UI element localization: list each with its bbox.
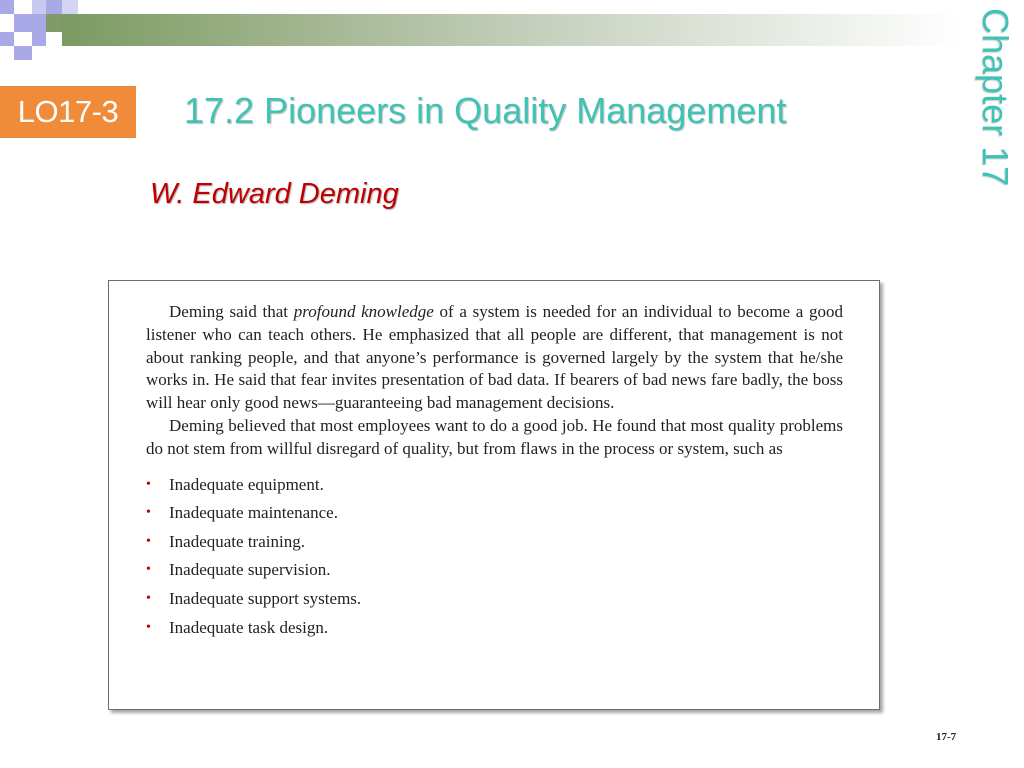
decorative-square [0, 0, 14, 14]
slide-subtitle: W. Edward Deming [150, 178, 399, 210]
paragraph-text: of a system is needed for an individual to become a good listener who can teach others. He emphasized that all people are different, that management is not about ranking people, and that anyone’s performance is governed largely by the system that he/she works in. He said that fear invites presentation of bad data. If bearers of bad news fare badly, the boss will hear only good news—guaranteeing bad management decisions. [146, 302, 844, 413]
page-number: 17-7 [936, 731, 957, 743]
inadequacy-list [146, 471, 843, 643]
decorative-square [32, 32, 46, 46]
learning-objective-badge: LO17-3 [0, 86, 136, 138]
list-item [146, 614, 843, 643]
list-item [146, 585, 843, 614]
slide-title: 17.2 Pioneers in Quality Management [184, 90, 787, 131]
list-item-text: Inadequate maintenance. [169, 503, 338, 523]
decorative-square [32, 14, 46, 32]
list-item [146, 499, 843, 528]
list-item-text: Inadequate support systems. [169, 588, 362, 608]
bullet-icon: • [146, 562, 151, 578]
emphasized-term: profound knowledge [293, 302, 434, 321]
paragraph-profound-knowledge [146, 301, 843, 415]
chapter-label: Chapter 17 [975, 8, 1016, 187]
bullet-icon: • [146, 619, 151, 635]
decorative-square [62, 0, 78, 14]
list-item [146, 556, 843, 585]
paragraph-employees: Deming believed that most employees want to do a good job. He found that most quality problems do not stem from willful disregard of quality, but from flaws in the process or system, such as [146, 415, 843, 458]
decorative-square [32, 0, 46, 14]
decorative-square [14, 32, 32, 46]
list-item-text: Inadequate equipment. [169, 474, 324, 494]
list-item-text: Inadequate supervision. [169, 560, 331, 580]
decorative-square [14, 0, 32, 14]
bullet-icon: • [146, 476, 151, 492]
decorative-square [14, 14, 32, 32]
header-gradient-bar [62, 14, 962, 46]
bullet-icon: • [146, 590, 151, 606]
decorative-square [0, 14, 14, 32]
bullet-icon: • [146, 505, 151, 521]
decorative-square [46, 14, 62, 32]
list-item [146, 471, 843, 500]
bullet-icon: • [146, 533, 151, 549]
paragraph-text: Deming said that [169, 302, 294, 321]
decorative-square [14, 46, 32, 60]
list-item-text: Inadequate task design. [169, 617, 329, 637]
excerpt-text-box [108, 280, 880, 710]
list-item-text: Inadequate training. [169, 531, 305, 551]
decorative-square [0, 32, 14, 46]
list-item [146, 528, 843, 557]
decorative-square [46, 0, 62, 14]
